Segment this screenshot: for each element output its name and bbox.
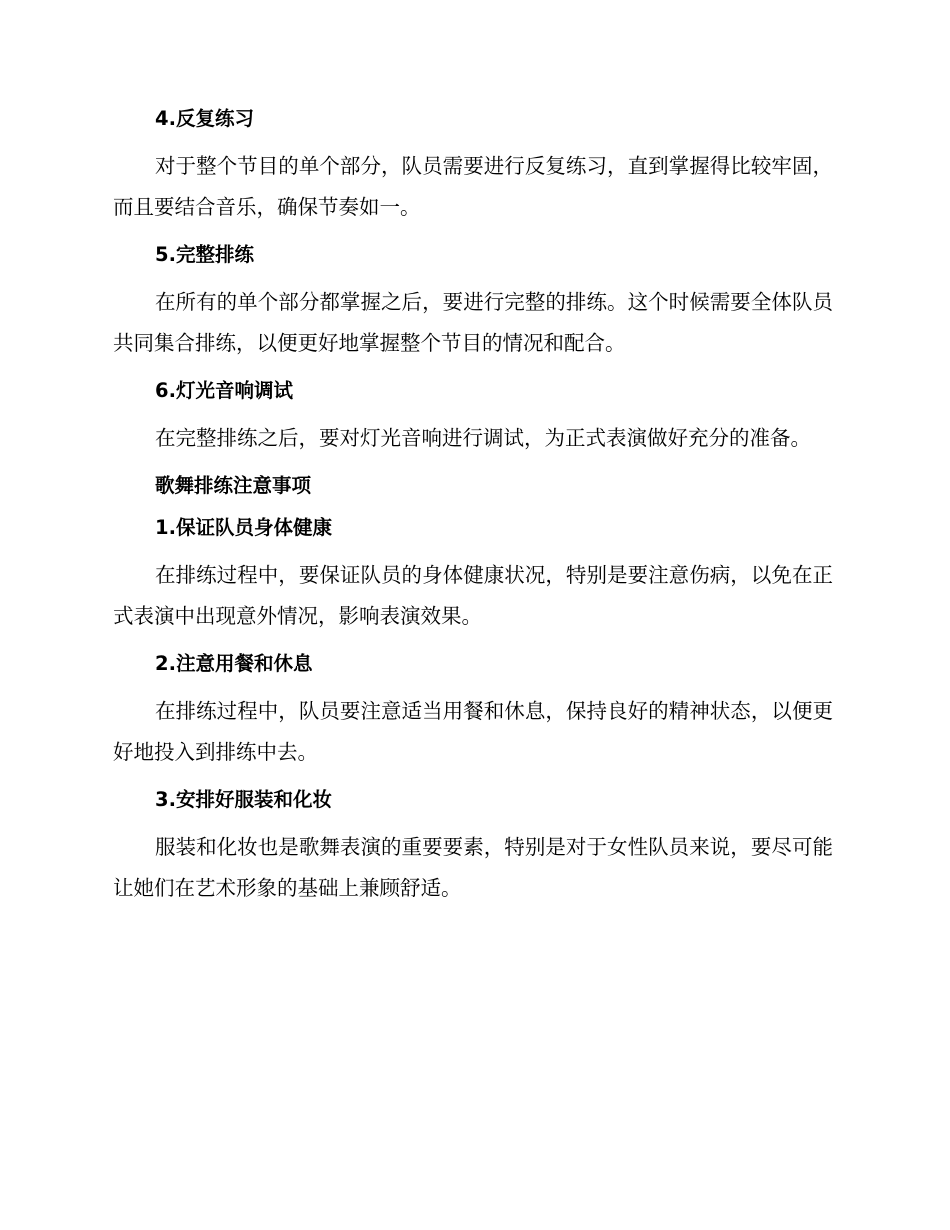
section-paragraph-member-health: 在排练过程中，要保证队员的身体健康状况，特别是要注意伤病，以免在正式表演中出现意外情况，影响表演效果。 xyxy=(113,563,833,628)
section-paragraph-repeat-practice: 对于整个节目的单个部分，队员需要进行反复练习，直到掌握得比较牢固，而且要结合音乐，确保节奏如一。 xyxy=(113,154,833,219)
section-heading-member-health: 1.保证队员身体健康 xyxy=(155,516,332,539)
section-heading-costume-makeup: 3.安排好服装和化妆 xyxy=(155,788,332,811)
section-paragraph-meals-rest: 在排练过程中，队员要注意适当用餐和休息，保持良好的精神状态，以便更好地投入到排练中去。 xyxy=(113,699,833,764)
section-heading-light-sound-check: 6.灯光音响调试 xyxy=(155,379,293,402)
section-heading-rehearsal-notes: 歌舞排练注意事项 xyxy=(155,474,312,497)
section-heading-repeat-practice: 4.反复练习 xyxy=(155,107,254,130)
section-paragraph-full-rehearsal: 在所有的单个部分都掌握之后，要进行完整的排练。这个时候需要全体队员共同集合排练，以便更好地掌握整个节目的情况和配合。 xyxy=(113,290,833,355)
section-heading-full-rehearsal: 5.完整排练 xyxy=(155,243,254,266)
section-paragraph-costume-makeup: 服装和化妆也是歌舞表演的重要要素，特别是对于女性队员来说，要尽可能让她们在艺术形象的基础上兼顾舒适。 xyxy=(113,835,833,900)
section-heading-meals-rest: 2.注意用餐和休息 xyxy=(155,652,313,675)
section-paragraph-light-sound-check: 在完整排练之后，要对灯光音响进行调试，为正式表演做好充分的准备。 xyxy=(155,426,811,450)
document-body xyxy=(113,104,833,921)
